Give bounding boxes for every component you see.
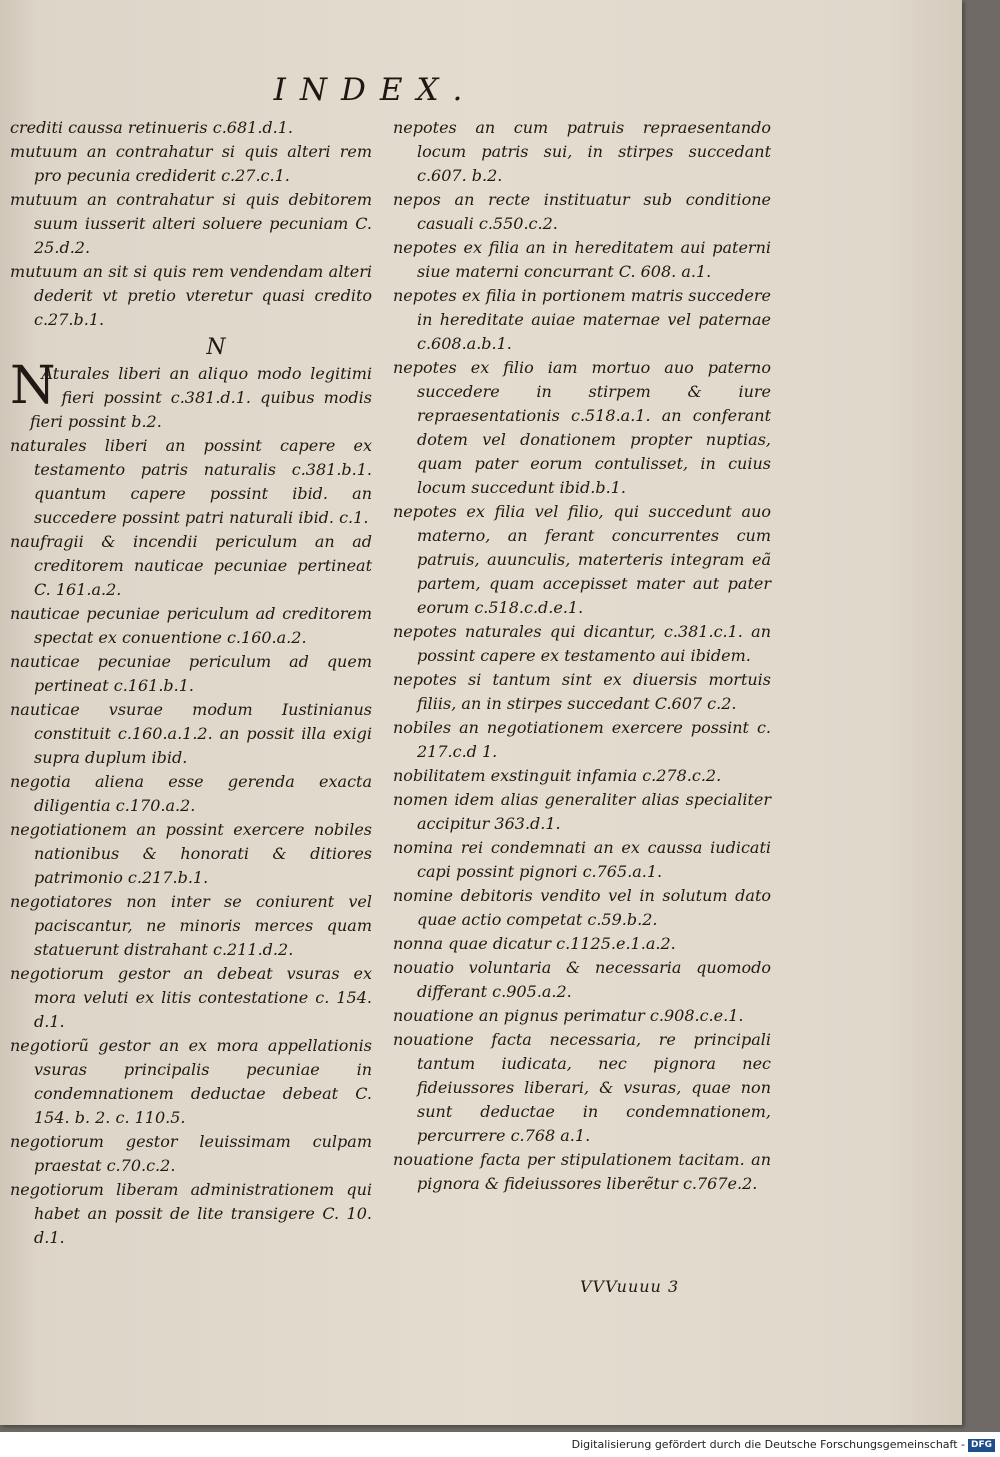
index-entry: nepotes ex filia vel filio, qui succedunt auo materno, an ferant concurrentes cum patruis, auunculis, materteris integram eã partem, quam accepisset mater aut pater eorum c.518.c.d.e.1. — [393, 502, 771, 617]
index-entry: nobilitatem exstinguit infamia c.278.c.2. — [393, 766, 722, 785]
index-entry: mutuum an sit si quis rem vendendam alteri dederit vt pretio vteretur quasi credito c.27.b.1. — [10, 262, 372, 329]
index-entry: nouatio voluntaria & necessaria quomodo differant c.905.a.2. — [393, 958, 771, 1001]
drop-cap: N — [10, 356, 56, 416]
index-entry: nobiles an negotiationem exercere possint c. 217.c.d 1. — [393, 718, 771, 761]
index-entry: nepotes ex filia in portionem matris succedere in hereditate auiae maternae vel paternae c.608.a.b.1. — [393, 286, 771, 353]
index-entry: mutuum an contrahatur si quis debitorem suum iusserit alteri soluere pecuniam C. 25.d.2. — [10, 190, 372, 257]
footer-credit: Digitalisierung gefördert durch die Deutsche Forschungsgemeinschaft - — [571, 1438, 965, 1451]
section-letter: N — [206, 335, 226, 360]
index-entry: negotiationem an possint exercere nobiles nationibus & honorati & ditiores patrimonio c.217.b.1. — [10, 820, 372, 887]
index-entry: negotiorũ gestor an ex mora appellationis vsuras principalis pecuniae in condemnationem deductae debeat C. 154. b. 2. c. 110.5. — [10, 1036, 372, 1127]
index-entry: nepotes an cum patruis repraesentando locum patris sui, in stirpes succedant c.607. b.2. — [393, 118, 771, 185]
index-entry: nomen idem alias generaliter alias specialiter accipitur 363.d.1. — [393, 790, 771, 833]
index-entry: nonna quae dicatur c.1125.e.1.a.2. — [393, 934, 676, 953]
index-entry: nouatione an pignus perimatur c.908.c.e.1. — [393, 1006, 744, 1025]
index-entry: negotiorum gestor leuissimam culpam praestat c.70.c.2. — [10, 1132, 372, 1175]
catchword: VVVuuuu 3 — [580, 1277, 680, 1296]
index-entry: naturales liberi an possint capere ex testamento patris naturalis c.381.b.1. quantum capere possint ibid. an succedere possint patri naturali ibid. c.1. — [10, 436, 372, 527]
index-entry: negotiorum liberam administrationem qui habet an possit de lite transigere C. 10. d.1. — [10, 1180, 372, 1247]
index-entry: nauticae pecuniae periculum ad creditorem spectat ex conuentione c.160.a.2. — [10, 604, 372, 647]
index-entry: nauticae vsurae modum Iustinianus constituit c.160.a.1.2. an possit illa exigi supra duplum ibid. — [10, 700, 372, 767]
index-entry: crediti caussa retinueris c.681.d.1. — [10, 118, 293, 137]
index-entry-text: Aturales liberi an aliquo modo legitimi fieri possint c.381.d.1. quibus modis fieri possint b.2. — [30, 364, 372, 431]
index-entry: nauticae pecuniae periculum ad quem pertineat c.161.b.1. — [10, 652, 372, 695]
left-column — [10, 116, 372, 1250]
index-entry: nepotes ex filia an in hereditatem aui paterni siue materni concurrant C. 608. a.1. — [393, 238, 771, 281]
right-column — [393, 116, 771, 1196]
index-entry: naufragii & incendii periculum an ad creditorem nauticae pecuniae pertineat C. 161.a.2. — [10, 532, 372, 599]
dfg-logo: DFG — [968, 1439, 995, 1452]
index-entry: nouatione facta necessaria, re principali tantum iudicata, nec pignora nec fideiussores liberari, & vsuras, quae non sunt deductae in condemnationem, percurrere c.768 a.1. — [393, 1030, 771, 1145]
index-entry: negotiorum gestor an debeat vsuras ex mora veluti ex litis contestatione c. 154. d.1. — [10, 964, 372, 1031]
index-entry: nepotes naturales qui dicantur, c.381.c.1. an possint capere ex testamento aui ibidem. — [393, 622, 771, 665]
digitization-footer — [0, 1434, 995, 1456]
index-entry: mutuum an contrahatur si quis alteri rem pro pecunia crediderit c.27.c.1. — [10, 142, 372, 185]
index-entry: nomine debitoris vendito vel in solutum dato quae actio competat c.59.b.2. — [393, 886, 771, 929]
index-entry: nomina rei condemnati an ex caussa iudicati capi possint pignori c.765.a.1. — [393, 838, 771, 881]
index-entry: nepos an recte instituatur sub conditione casuali c.550.c.2. — [393, 190, 771, 233]
index-entry: nouatione facta per stipulationem tacitam. an pignora & fideiussores liberẽtur c.767e.2. — [393, 1150, 771, 1193]
index-entry-first — [10, 356, 372, 434]
index-entry: negotiatores non inter se coniurent vel paciscantur, ne minoris merces quam statuerunt distrahant c.211.d.2. — [10, 892, 372, 959]
index-entry: nepotes ex filio iam mortuo auo paterno succedere in stirpem & iure repraesentationis c.518.a.1. an conferant dotem vel donationem propter nuptias, quam pater eorum contulisset, in cuius locum succedunt ibid.b.1. — [393, 358, 771, 497]
index-entry: negotia aliena esse gerenda exacta diligentia c.170.a.2. — [10, 772, 372, 815]
index-entry: nepotes si tantum sint ex diuersis mortuis filiis, an in stirpes succedant C.607 c.2. — [393, 670, 771, 713]
page-header: INDEX. — [273, 72, 477, 108]
